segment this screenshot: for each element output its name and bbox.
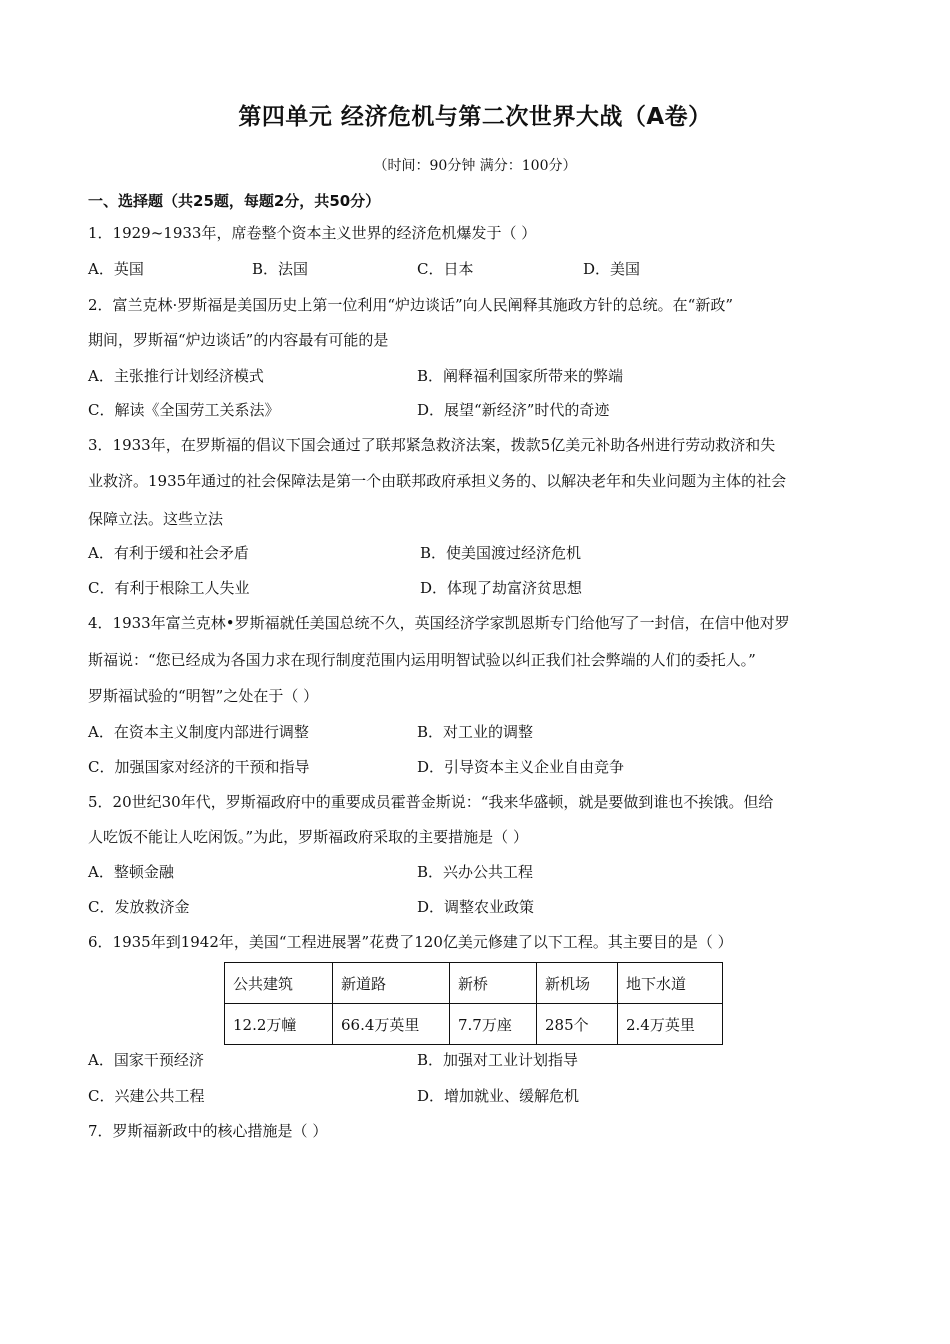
table-cell: 12.2万幢: [225, 1004, 333, 1045]
option-c: C．兴建公共工程: [88, 1087, 205, 1105]
question-stem: 7．罗斯福新政中的核心措施是（ ）: [88, 1122, 328, 1140]
table-cell: 2.4万英里: [618, 1004, 723, 1045]
option-d: D．展望“新经济”时代的奇迹: [417, 401, 610, 419]
page-title: 第四单元 经济危机与第二次世界大战（A卷）: [238, 104, 712, 130]
option-d: D．调整农业政策: [417, 898, 535, 916]
option-a: A．国家干预经济: [88, 1051, 204, 1069]
option-d: D．增加就业、缓解危机: [417, 1087, 580, 1105]
table-header-row: [225, 963, 723, 1004]
question-stem: 斯福说：“您已经成为各国力求在现行制度范围内运用明智试验以纠正我们社会弊端的人们的委托人。”: [88, 651, 756, 669]
option-b: B．阐释福利国家所带来的弊端: [417, 367, 624, 385]
table-cell: 285个: [537, 1004, 618, 1045]
table-cell: 新机场: [537, 963, 618, 1004]
option-b: B．对工业的调整: [417, 723, 534, 741]
option-c: C．有利于根除工人失业: [88, 579, 250, 597]
question-stem: 3．1933年，在罗斯福的倡议下国会通过了联邦紧急救济法案，拨款5亿美元补助各州进行劳动救济和失: [88, 436, 776, 454]
table-row: [225, 1004, 723, 1045]
question-stem: 2．富兰克林·罗斯福是美国历史上第一位利用“炉边谈话”向人民阐释其施政方针的总统。在“新政”: [88, 296, 733, 314]
option-d: D．美国: [583, 260, 641, 278]
option-c: C．加强国家对经济的干预和指导: [88, 758, 310, 776]
section-heading: 一、选择题（共25题，每题2分，共50分）: [88, 192, 381, 210]
table-cell: 公共建筑: [225, 963, 333, 1004]
table-cell: 新道路: [333, 963, 450, 1004]
option-c: C．发放救济金: [88, 898, 190, 916]
table-cell: 新桥: [450, 963, 537, 1004]
question-stem: 人吃饭不能让人吃闲饭。”为此，罗斯福政府采取的主要措施是（ ）: [88, 828, 528, 846]
public-works-table: [224, 962, 723, 1045]
option-b: B．使美国渡过经济危机: [420, 544, 582, 562]
question-stem: 保障立法。这些立法: [88, 510, 224, 528]
table-cell: 地下水道: [618, 963, 723, 1004]
exam-time-score: （时间：90分钟 满分：100分）: [373, 158, 577, 174]
option-a: A．在资本主义制度内部进行调整: [88, 723, 309, 741]
option-b: B．加强对工业计划指导: [417, 1051, 579, 1069]
option-a: A．主张推行计划经济模式: [88, 367, 264, 385]
option-b: B．兴办公共工程: [417, 863, 534, 881]
table-cell: 66.4万英里: [333, 1004, 450, 1045]
table-cell: 7.7万座: [450, 1004, 537, 1045]
option-a: A．有利于缓和社会矛盾: [88, 544, 249, 562]
question-stem: 4．1933年富兰克林•罗斯福就任美国总统不久，英国经济学家凯恩斯专门给他写了一封信，在信中他对罗: [88, 614, 790, 632]
question-stem: 5．20世纪30年代，罗斯福政府中的重要成员霍普金斯说：“我来华盛顿，就是要做到谁也不挨饿。但给: [88, 793, 774, 811]
option-d: D．引导资本主义企业自由竞争: [417, 758, 625, 776]
question-stem: 业救济。1935年通过的社会保障法是第一个由联邦政府承担义务的、以解决老年和失业问题为主体的社会: [88, 472, 787, 490]
option-c: C．日本: [417, 260, 474, 278]
option-a: A．整顿金融: [88, 863, 174, 881]
question-stem: 罗斯福试验的“明智”之处在于（ ）: [88, 687, 319, 705]
question-stem: 1．1929~1933年，席卷整个资本主义世界的经济危机爆发于（ ）: [88, 224, 537, 242]
option-d: D．体现了劫富济贫思想: [420, 579, 583, 597]
question-stem: 6．1935年到1942年，美国“工程进展署”花费了120亿美元修建了以下工程。其主要目的是（ ）: [88, 933, 733, 951]
option-a: A．英国: [88, 260, 144, 278]
option-c: C．解读《全国劳工关系法》: [88, 401, 280, 419]
question-stem: 期间，罗斯福“炉边谈话”的内容最有可能的是: [88, 331, 389, 349]
option-b: B．法国: [252, 260, 309, 278]
